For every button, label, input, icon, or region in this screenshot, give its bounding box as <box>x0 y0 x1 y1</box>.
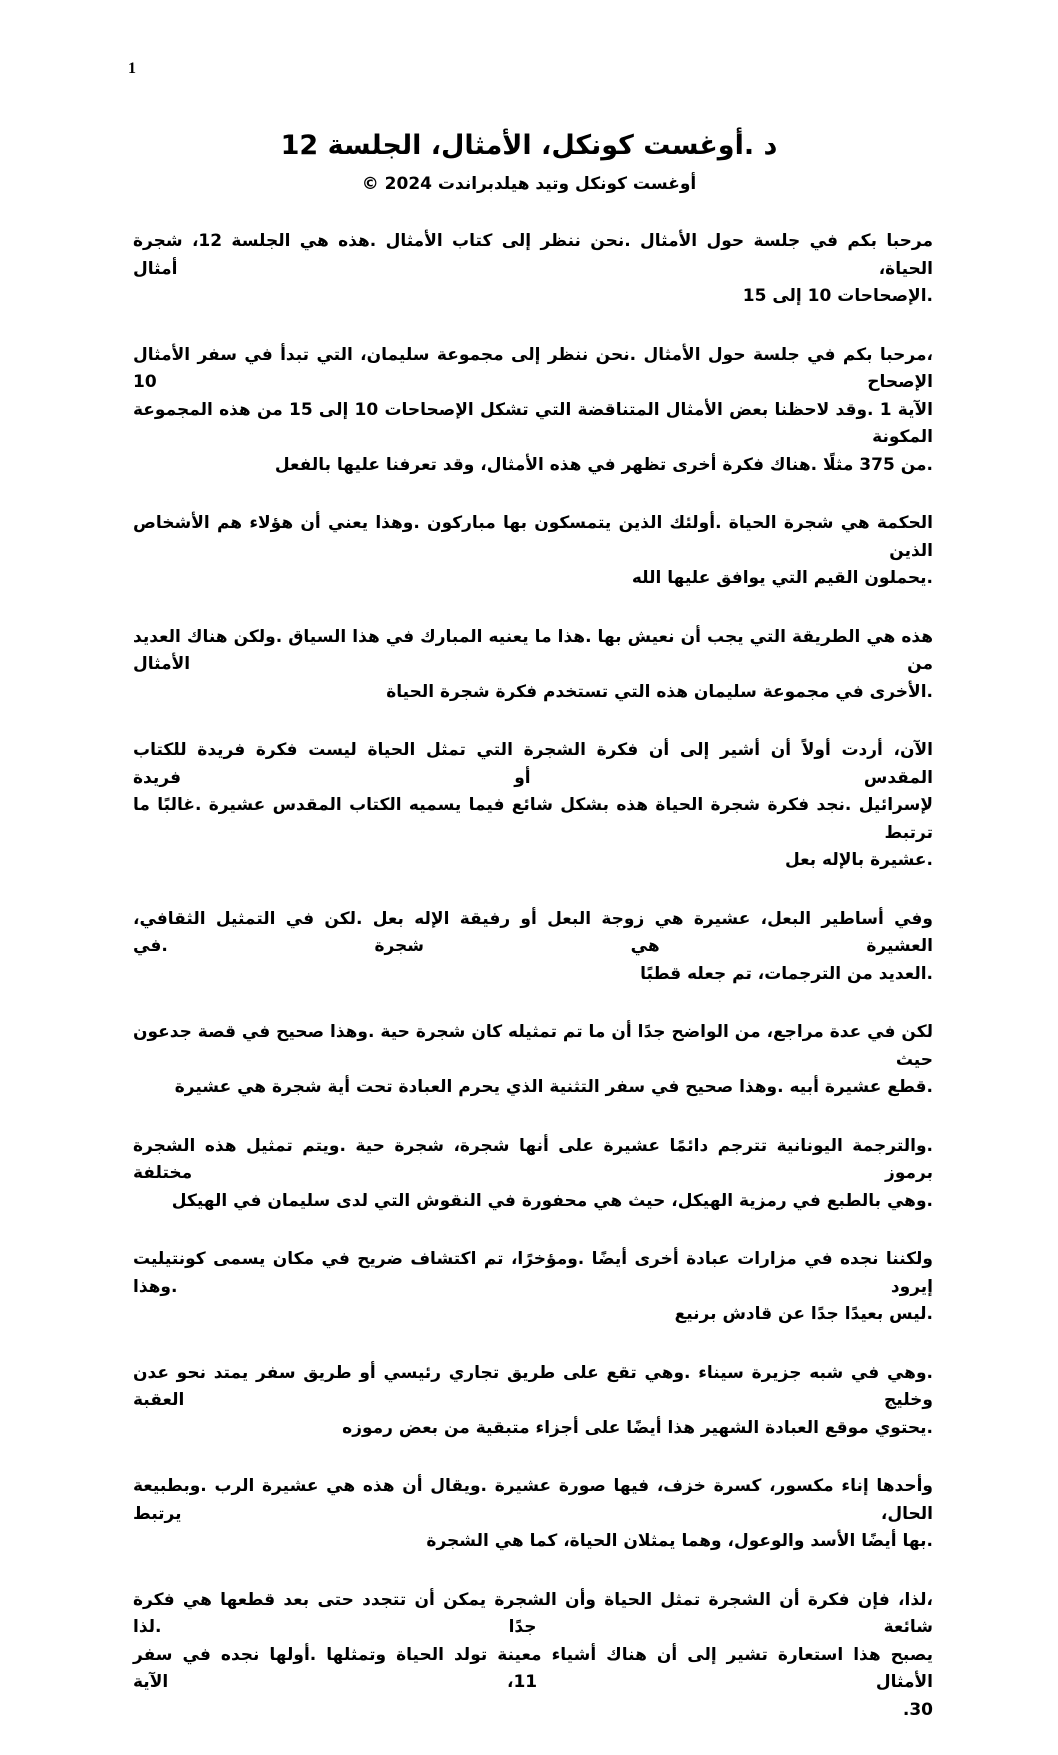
paragraph-line: الآية 1 .وقد لاحظنا بعض الأمثال المتناقضة التي تشكل الإصحاحات 10 إلى 15 من هذه المجموعة المكونة <box>133 399 933 447</box>
paragraph-line: ولكننا نجده في مزارات عبادة أخرى أيضًا .ومؤخرًا، تم اكتشاف ضريح في مكان يسمى كونتيليت إيرود .وهذا <box>133 1249 933 1297</box>
paragraph <box>133 342 933 480</box>
paragraph-line: مرحبا بكم في جلسة حول الأمثال .نحن ننظر إلى كتاب الأمثال .هذه هي الجلسة 12، شجرة الحياة، أمثال <box>133 231 933 279</box>
paragraph-line: 30. <box>902 1699 933 1720</box>
paragraph <box>133 906 933 989</box>
paragraph-line: .العديد من الترجمات، تم جعله قطبًا <box>640 963 933 984</box>
paragraph-line: .قطع عشيرة أبيه .وهذا صحيح في سفر التثنية الذي يحرم العبادة تحت أية شجرة هي عشيرة <box>174 1077 933 1097</box>
paragraph-line: .يحتوي موقع العبادة الشهير هذا أيضًا على أجزاء متبقية من بعض رموزه <box>342 1417 933 1438</box>
paragraph-line: .الإصحاحات 10 إلى 15 <box>742 286 933 306</box>
paragraph-line: الآن، أردت أولاً أن أشير إلى أن فكرة الشجرة التي تمثل الحياة ليست فكرة فريدة للكتاب المقدس أو فريدة <box>133 740 933 788</box>
paragraph <box>133 624 933 707</box>
paragraph-line: يصبح هذا استعارة تشير إلى أن هناك أشياء معينة تولد الحياة وتمثلها .أولها نجده في سفر الأمثال 11، الآية <box>133 1644 933 1692</box>
paragraph <box>133 1473 933 1556</box>
paragraph-line: .من 375 مثلًا .هناك فكرة أخرى تظهر في هذه الأمثال، وقد تعرفنا عليها بالفعل <box>274 454 933 475</box>
paragraph-line: ،لذا، فإن فكرة أن الشجرة تمثل الحياة وأن الشجرة يمكن أن تتجدد حتى بعد قطعها هي فكرة شائعة جدًا .لذا <box>133 1589 933 1637</box>
paragraph-line: .بها أيضًا الأسد والوعول، وهما يمثلان الحياة، كما هي الشجرة <box>426 1531 933 1551</box>
paragraph <box>133 1246 933 1329</box>
paragraph-line: .والترجمة اليونانية تترجم دائمًا عشيرة على أنها شجرة، شجرة حية .ويتم تمثيل هذه الشجرة برموز مختلفة <box>133 1135 933 1183</box>
paragraph <box>133 1587 933 1725</box>
paragraph-line: الحكمة هي شجرة الحياة .أولئك الذين يتمسكون بها مباركون .وهذا يعني أن هؤلاء هم الأشخاص الذين <box>133 513 933 561</box>
paragraph <box>133 228 933 311</box>
paragraph-line: ،مرحبا بكم في جلسة حول الأمثال .نحن ننظر إلى مجموعة سليمان، التي تبدأ في سفر الأمثال الإصحاح 10 <box>133 344 933 392</box>
paragraph-line: لإسرائيل .نجد فكرة شجرة الحياة هذه بشكل شائع فيما يسميه الكتاب المقدس عشيرة .غالبًا ما ترتبط <box>133 795 933 843</box>
paragraph-line: هذه هي الطريقة التي يجب أن نعيش بها .هذا ما يعنيه المبارك في هذا السياق .ولكن هناك العديد من الأمثال <box>133 626 933 674</box>
paragraph-line: لكن في عدة مراجع، من الواضح جدًا أن ما تم تمثيله كان شجرة حية .وهذا صحيح في قصة جدعون حيث <box>133 1022 933 1070</box>
paragraph <box>133 1019 933 1102</box>
document-subtitle: أوغست كونكل وتيد هيلدبراندت 2024 © <box>361 174 697 194</box>
paragraph <box>133 737 933 875</box>
page-number: 1 <box>128 60 136 77</box>
paragraph-line: .عشيرة بالإله بعل <box>784 850 933 870</box>
document-body <box>133 228 933 1755</box>
paragraph <box>133 1360 933 1443</box>
paragraph-line: .وهي بالطبع في رمزية الهيكل، حيث هي محفورة في النقوش التي لدى سليمان في الهيكل <box>171 1190 933 1211</box>
paragraph <box>133 1133 933 1216</box>
paragraph-line: .ليس بعيدًا جدًا عن قادش برنيع <box>674 1304 933 1324</box>
paragraph-line: .الأخرى في مجموعة سليمان هذه التي تستخدم فكرة شجرة الحياة <box>386 681 933 702</box>
paragraph <box>133 510 933 593</box>
document-title: د .أوغست كونكل، الأمثال، الجلسة 12 <box>280 130 778 161</box>
paragraph-line: .وهي في شبه جزيرة سيناء .وهي تقع على طريق تجاري رئيسي أو طريق سفر يمتد نحو عدن وخليج العقبة <box>133 1362 933 1410</box>
paragraph-line: .يحملون القيم التي يوافق عليها الله <box>631 568 933 588</box>
paragraph-line: وأحدها إناء مكسور، كسرة خزف، فيها صورة عشيرة .ويقال أن هذه هي عشيرة الرب .وبطبيعة الحال، يرتبط <box>133 1476 933 1524</box>
paragraph-line: وفي أساطير البعل، عشيرة هي زوجة البعل أو رفيقة الإله بعل .لكن في التمثيل الثقافي، العشيرة هي شجرة .في <box>133 908 933 956</box>
